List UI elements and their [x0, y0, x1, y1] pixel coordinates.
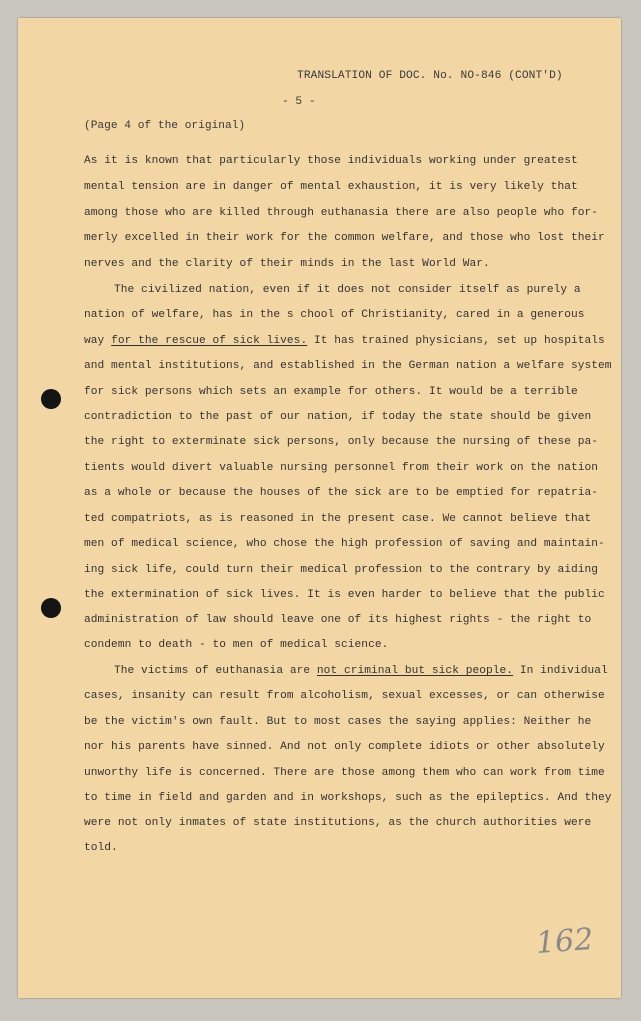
- text-line: The victims of euthanasia are not criminal but sick people. In individual: [114, 665, 608, 677]
- text-line: contradiction to the past of our nation, if today the state should be given: [84, 411, 592, 423]
- underlined-phrase: for the rescue of sick lives.: [111, 335, 308, 347]
- text-line: among those who are killed through euthanasia there are also people who for-: [84, 207, 599, 219]
- text-line: for sick persons which sets an example for others. It would be a terrible: [84, 386, 578, 398]
- punch-hole: [41, 598, 61, 618]
- text-line: were not only inmates of state institutions, as the church authorities were: [84, 817, 592, 829]
- text-line: and mental institutions, and established in the German nation a welfare system: [84, 360, 612, 372]
- text-line: mental tension are in danger of mental exhaustion, it is very likely that: [84, 181, 578, 193]
- text-line: men of medical science, who chose the high profession of saving and maintain-: [84, 538, 605, 550]
- text-line: tients would divert valuable nursing personnel from their work on the nation: [84, 462, 599, 474]
- underlined-phrase: not criminal but sick people.: [316, 665, 514, 677]
- text-line: be the victim's own fault. But to most cases the saying applies: Neither he: [84, 716, 592, 728]
- text-line: unworthy life is concerned. There are those among them who can work from time: [84, 767, 605, 779]
- document-title: TRANSLATION OF DOC. No. NO-846 (CONT'D): [297, 70, 563, 82]
- text-line: the right to exterminate sick persons, only because the nursing of these pa-: [84, 436, 599, 448]
- text-line: told.: [84, 842, 118, 854]
- text-line: to time in field and garden and in workshops, such as the epileptics. And they: [84, 792, 612, 804]
- text-line: merly excelled in their work for the common welfare, and those who lost their: [84, 232, 605, 244]
- text-line: condemn to death - to men of medical science.: [84, 639, 389, 651]
- text-line: the extermination of sick lives. It is even harder to believe that the public: [84, 589, 605, 601]
- handwritten-page-number: 162: [534, 922, 595, 961]
- page-number: - 5 -: [282, 96, 316, 108]
- text-line: nerves and the clarity of their minds in the last World War.: [84, 258, 490, 270]
- text-line: cases, insanity can result from alcoholism, sexual excesses, or can otherwise: [84, 690, 605, 702]
- text-line: ing sick life, could turn their medical profession to the contrary by aiding: [84, 564, 599, 576]
- text-line: as a whole or because the houses of the sick are to be emptied for repatria-: [84, 487, 599, 499]
- text-line: way for the rescue of sick lives. It has trained physicians, set up hospitals: [84, 335, 605, 347]
- text-line: As it is known that particularly those individuals working under greatest: [84, 155, 578, 167]
- text-line: ted compatriots, as is reasoned in the present case. We cannot believe that: [84, 513, 592, 525]
- text-line: nation of welfare, has in the s chool of Christianity, cared in a generous: [84, 309, 585, 321]
- punch-hole: [41, 389, 61, 409]
- text-line: administration of law should leave one of its highest rights - the right to: [84, 614, 592, 626]
- original-page-note: (Page 4 of the original): [84, 120, 246, 132]
- text-line: nor his parents have sinned. And not only complete idiots or other absolutely: [84, 741, 605, 753]
- text-line: The civilized nation, even if it does not consider itself as purely a: [114, 284, 581, 296]
